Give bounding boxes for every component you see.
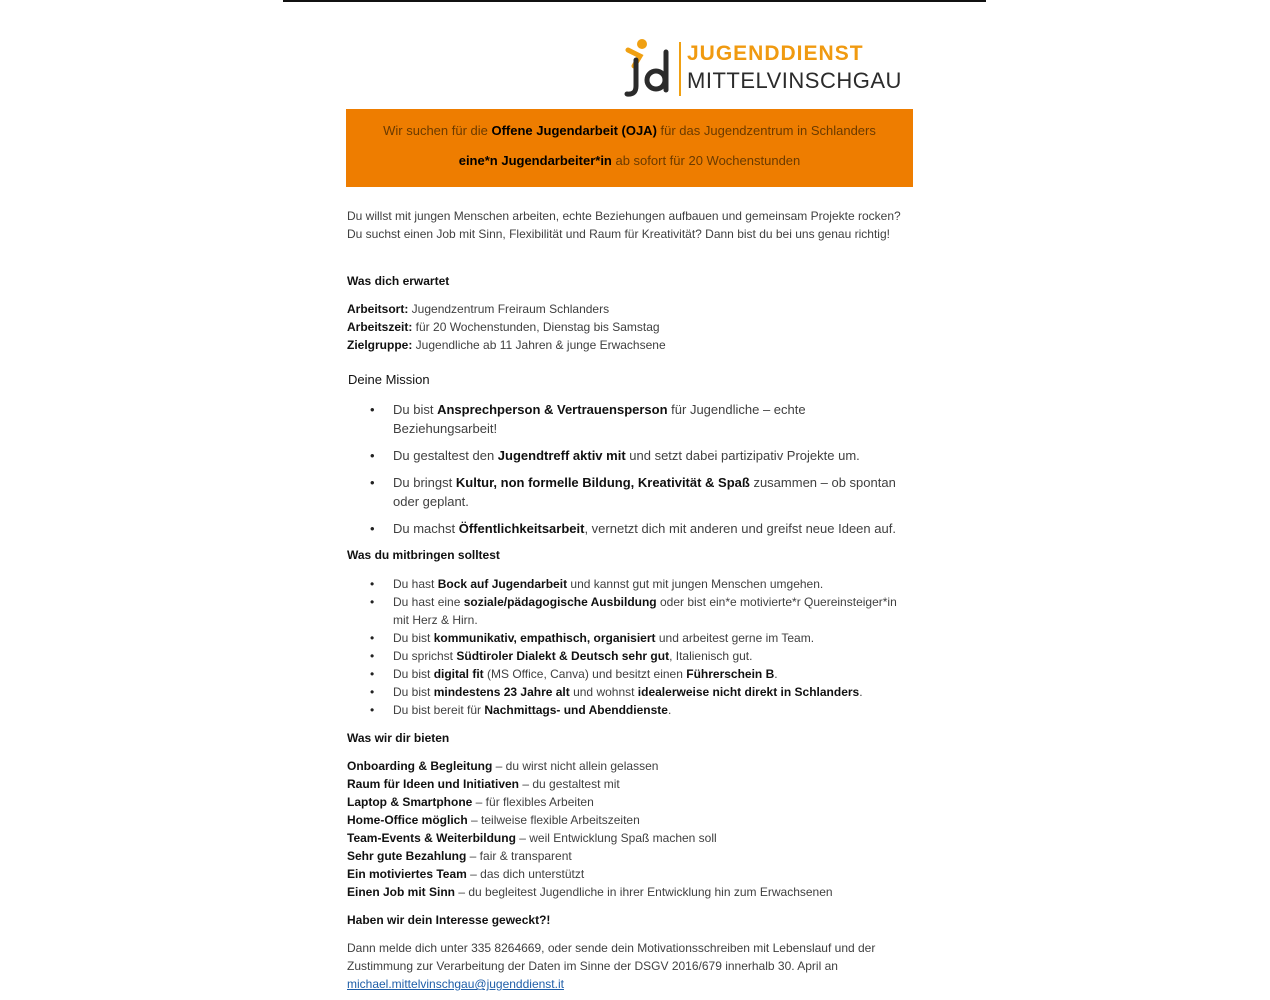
banner-text: ab sofort für 20 Wochenstunden (611, 153, 801, 168)
offer-key: Ein motiviertes Team (347, 867, 467, 881)
list-item (370, 446, 910, 465)
expect-value: Jugendliche ab 11 Jahren & junge Erwachsene (412, 338, 666, 352)
jd-logo-icon (622, 38, 674, 98)
top-rule (283, 0, 986, 2)
headline-banner (346, 109, 913, 187)
list-item (370, 665, 910, 683)
offer-value: – du gestaltest mit (519, 777, 620, 791)
item-text: . (774, 667, 778, 681)
contact-text-1: Dann melde dich unter 335 8264669, oder sende dein Motivationsschreiben mit Lebenslauf und der (347, 941, 876, 955)
item-text: . (667, 703, 672, 717)
item-bold: mindestens 23 Jahre alt (433, 685, 570, 699)
item-text: , vernetzt dich mit anderen und greifst neue Ideen auf. (584, 521, 896, 536)
item-text: und kannst gut mit jungen Menschen umgehen. (567, 577, 824, 591)
contact-email-row (347, 975, 564, 993)
list-item (370, 647, 910, 665)
section-heading-expect: Was dich erwartet (347, 274, 450, 288)
offer-value: – du wirst nicht allein gelassen (492, 759, 659, 773)
offer-row (347, 811, 640, 829)
item-text: Du machst (393, 521, 459, 536)
logo-text-top: JUGENDDIENST (687, 42, 864, 65)
item-text: Du gestaltest den (393, 448, 498, 463)
item-bold: idealerweise nicht direkt in Schlanders (637, 685, 860, 699)
requirements-list (370, 575, 910, 719)
banner-bold: Offene Jugendarbeit (OJA) (491, 123, 657, 138)
item-text: und arbeitest gerne im Team. (655, 631, 815, 645)
intro-paragraph: Du willst mit jungen Menschen arbeiten, echte Beziehungen aufbauen und gemeinsam Projekte rocken? Du suchst einen Job mit Sinn, Flexibilität und Raum für Kreativität? Dann bist du bei uns genau richtig! (347, 209, 901, 241)
expect-key: Arbeitsort: (347, 302, 409, 316)
expect-row (347, 300, 609, 318)
offer-value: – das dich unterstützt (466, 867, 585, 881)
list-item (370, 683, 910, 701)
item-text: Du sprichst (393, 649, 457, 663)
item-bold: soziale/pädagogische Ausbildung (463, 595, 657, 609)
list-item (370, 473, 910, 511)
offer-row (347, 829, 717, 847)
offer-value: – für flexibles Arbeiten (472, 795, 594, 809)
item-text: , Italienisch gut. (669, 649, 753, 663)
banner-line-1 (346, 123, 913, 138)
item-text: Du bist (393, 685, 434, 699)
item-bold: digital fit (433, 667, 484, 681)
list-item (370, 593, 910, 629)
offer-key: Einen Job mit Sinn (347, 885, 456, 899)
item-bold: Führerschein B (686, 667, 775, 681)
section-heading-offer: Was wir dir bieten (347, 731, 450, 745)
logo-divider (679, 42, 681, 96)
section-heading-bring: Was du mitbringen solltest (347, 548, 500, 562)
offer-key: Raum für Ideen und Initiativen (347, 777, 520, 791)
banner-text: Wir suchen für die (383, 123, 492, 138)
item-bold: Kultur, non formelle Bildung, Kreativität & Spaß (455, 475, 750, 490)
offer-value: – fair & transparent (466, 849, 572, 863)
list-item (370, 575, 910, 593)
item-bold: Öffentlichkeitsarbeit (458, 521, 585, 536)
item-text: zusammen – ob spontan oder geplant. (393, 475, 896, 509)
offer-key: Laptop & Smartphone (347, 795, 473, 809)
offer-value: – weil Entwicklung Spaß machen soll (515, 831, 717, 845)
expect-row (347, 318, 660, 336)
item-text: Du hast (393, 577, 438, 591)
list-item (370, 519, 910, 538)
offer-key: Sehr gute Bezahlung (347, 849, 467, 863)
mission-list (370, 400, 910, 546)
item-bold: Nachmittags- und Abenddienste (484, 703, 668, 717)
banner-line-2 (346, 153, 913, 168)
offer-row (347, 775, 620, 793)
item-text: und setzt dabei partizipativ Projekte um. (625, 448, 860, 463)
offer-row (347, 793, 594, 811)
item-text: und wohnst (569, 685, 638, 699)
item-text: für Jugendliche – echte Beziehungsarbeit! (393, 402, 806, 436)
expect-value: für 20 Wochenstunden, Dienstag bis Samstag (412, 320, 660, 334)
item-text: (MS Office, Canva) und besitzt einen (483, 667, 687, 681)
contact-text-2: Zustimmung zur Verarbeitung der Daten im Sinne der DSGV 2016/679 innerhalb 30. April an (347, 959, 838, 973)
offer-row (347, 865, 584, 883)
logo-text-bottom: MITTELVINSCHGAU (687, 68, 902, 93)
item-bold: kommunikativ, empathisch, organisiert (433, 631, 656, 645)
item-text: Du bist (393, 667, 434, 681)
section-heading-mission: Deine Mission (348, 372, 430, 387)
item-text: Du bist (393, 631, 434, 645)
item-text: Du bist (393, 402, 438, 417)
expect-key: Arbeitszeit: (347, 320, 413, 334)
item-bold: Ansprechperson & Vertrauensperson (437, 402, 668, 417)
list-item (370, 400, 910, 438)
item-bold: Südtiroler Dialekt & Deutsch sehr gut (456, 649, 670, 663)
expect-row (347, 336, 666, 354)
banner-text: für das Jugendzentrum in Schlanders (656, 123, 876, 138)
item-bold: Bock auf Jugendarbeit (437, 577, 568, 591)
offer-key: Onboarding & Begleitung (347, 759, 493, 773)
list-item (370, 629, 910, 647)
logo (622, 38, 912, 100)
offer-row (347, 883, 833, 901)
item-bold: Jugendtreff aktiv mit (497, 448, 626, 463)
item-text: oder bist ein*e motivierte*r Quereinsteiger*in mit Herz & Hirn. (393, 595, 897, 627)
email-link[interactable]: michael.mittelvinschgau@jugenddienst.it (347, 977, 564, 991)
offer-row (347, 757, 658, 775)
item-text: Du bist bereit für (393, 703, 485, 717)
expect-value: Jugendzentrum Freiraum Schlanders (408, 302, 610, 316)
offer-value: – teilweise flexible Arbeitszeiten (467, 813, 640, 827)
section-heading-interest: Haben wir dein Interesse geweckt?! (347, 913, 551, 927)
item-text: . (859, 685, 863, 699)
offer-key: Home-Office möglich (347, 813, 468, 827)
expect-key: Zielgruppe: (347, 338, 413, 352)
offer-value: – du begleitest Jugendliche in ihrer Entwicklung hin zum Erwachsenen (455, 885, 833, 899)
offer-key: Team-Events & Weiterbildung (347, 831, 516, 845)
offer-row (347, 847, 572, 865)
item-text: Du hast eine (393, 595, 464, 609)
list-item (370, 701, 910, 719)
banner-bold: eine*n Jugendarbeiter*in (458, 153, 612, 168)
item-text: Du bringst (393, 475, 456, 490)
